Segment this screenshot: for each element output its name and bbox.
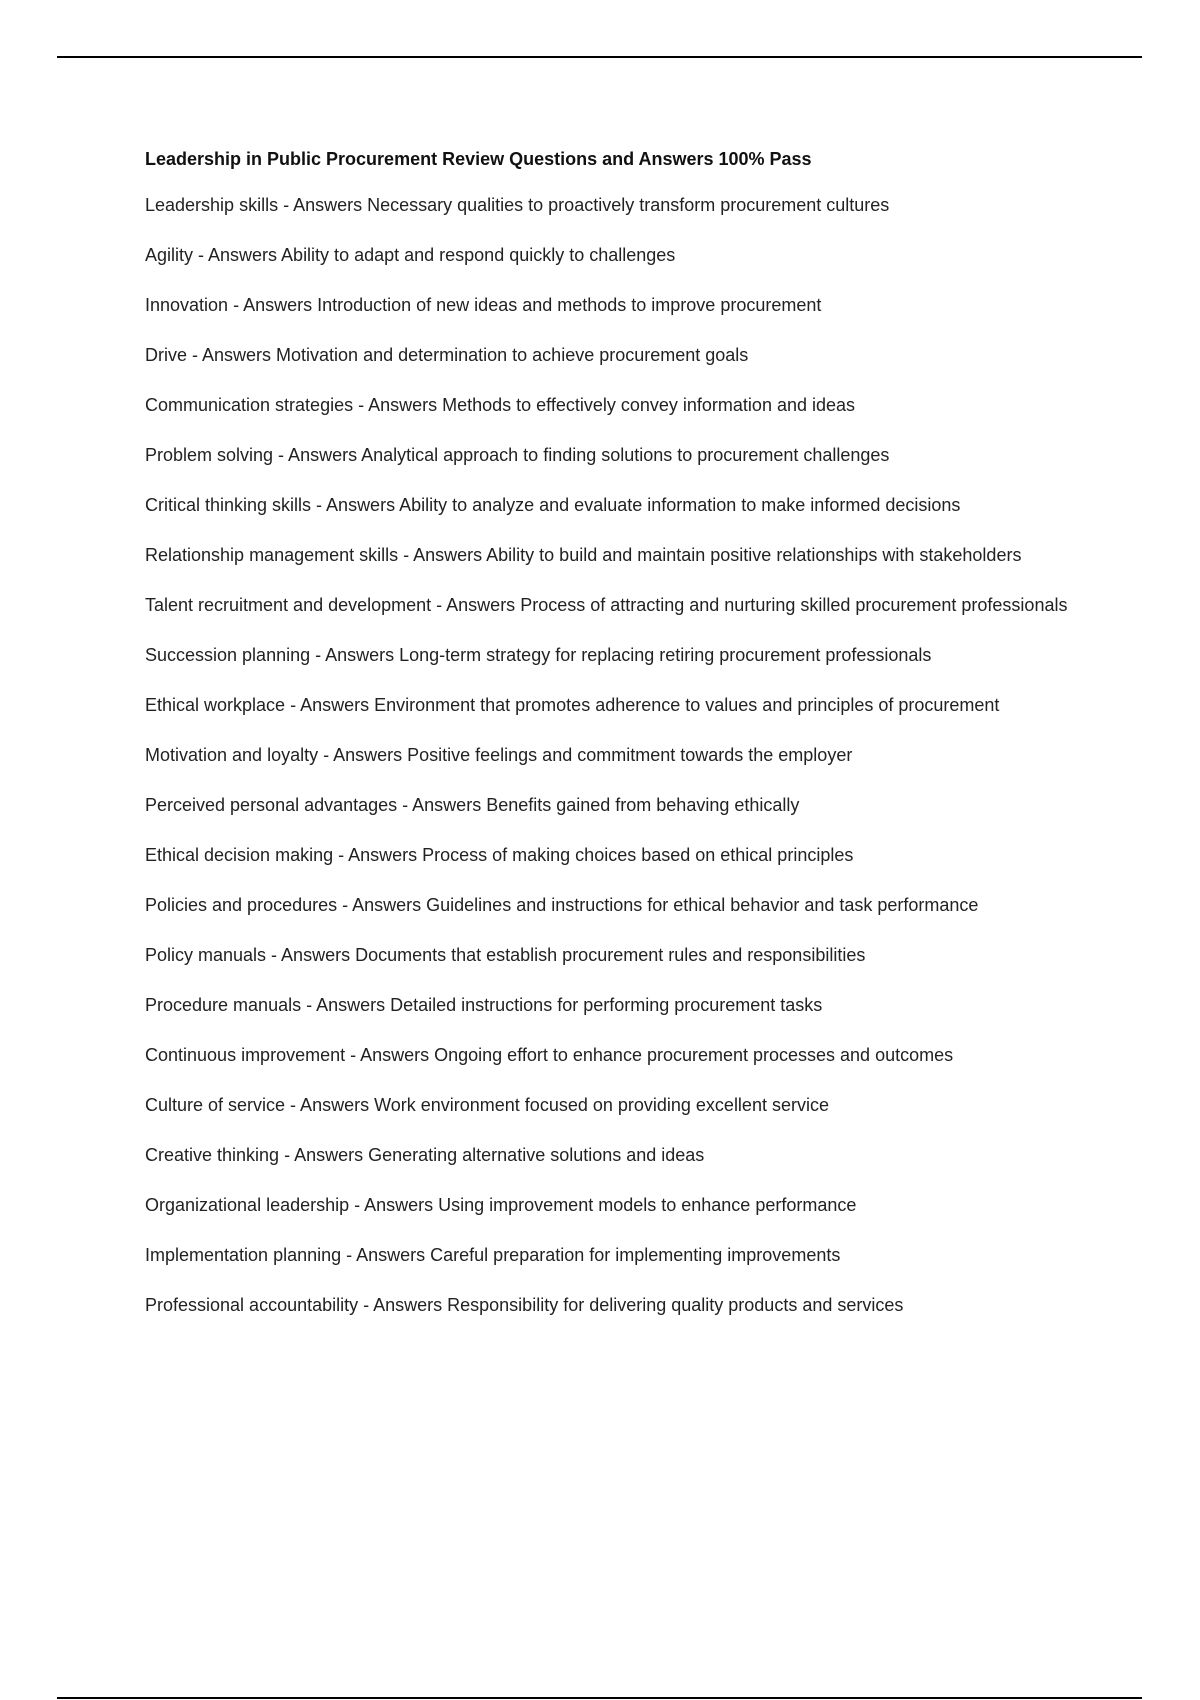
qa-item-continuous-improvement: Continuous improvement - Answers Ongoing effort to enhance procurement processes and outcomes [145, 1045, 954, 1065]
qa-item-implementation-planning: Implementation planning - Answers Careful preparation for implementing improvements [145, 1245, 841, 1265]
qa-item-motivation-and-loyalty: Motivation and loyalty - Answers Positive feelings and commitment towards the employer [145, 745, 853, 765]
qa-item-professional-accountability: Professional accountability - Answers Responsibility for delivering quality products and services [145, 1295, 904, 1315]
qa-item-drive: Drive - Answers Motivation and determination to achieve procurement goals [145, 345, 749, 365]
qa-item-ethical-decision-making: Ethical decision making - Answers Process of making choices based on ethical principles [145, 845, 854, 865]
qa-item-communication-strategies: Communication strategies - Answers Methods to effectively convey information and ideas [145, 395, 856, 415]
qa-item-relationship-management-skills: Relationship management skills - Answers Ability to build and maintain positive relationships with stakeholders [145, 545, 1022, 565]
document-body [145, 146, 1095, 1340]
qa-item-organizational-leadership: Organizational leadership - Answers Using improvement models to enhance performance [145, 1195, 857, 1215]
qa-item-policies-and-procedures: Policies and procedures - Answers Guidelines and instructions for ethical behavior and task performance [145, 895, 979, 915]
qa-item-procedure-manuals: Procedure manuals - Answers Detailed instructions for performing procurement tasks [145, 995, 823, 1015]
qa-item-innovation: Innovation - Answers Introduction of new ideas and methods to improve procurement [145, 295, 822, 315]
qa-item-succession-planning: Succession planning - Answers Long-term strategy for replacing retiring procurement professionals [145, 645, 932, 665]
qa-item-perceived-personal-advantages: Perceived personal advantages - Answers Benefits gained from behaving ethically [145, 795, 800, 815]
qa-item-ethical-workplace: Ethical workplace - Answers Environment that promotes adherence to values and principles of procurement [145, 695, 1000, 715]
qa-item-talent-recruitment: Talent recruitment and development - Answers Process of attracting and nurturing skilled procurement professionals [145, 595, 1068, 615]
document-title: Leadership in Public Procurement Review Questions and Answers 100% Pass [145, 149, 812, 169]
qa-item-leadership-skills: Leadership skills - Answers Necessary qualities to proactively transform procurement cultures [145, 195, 890, 215]
qa-item-critical-thinking-skills: Critical thinking skills - Answers Ability to analyze and evaluate information to make informed decisions [145, 495, 961, 515]
qa-item-creative-thinking: Creative thinking - Answers Generating alternative solutions and ideas [145, 1145, 705, 1165]
qa-item-policy-manuals: Policy manuals - Answers Documents that establish procurement rules and responsibilities [145, 945, 866, 965]
qa-item-culture-of-service: Culture of service - Answers Work environment focused on providing excellent service [145, 1095, 829, 1115]
qa-item-agility: Agility - Answers Ability to adapt and respond quickly to challenges [145, 245, 676, 265]
top-rule [57, 56, 1142, 58]
qa-item-problem-solving: Problem solving - Answers Analytical approach to finding solutions to procurement challenges [145, 445, 890, 465]
qa-list [145, 190, 1095, 1320]
bottom-rule [57, 1697, 1142, 1699]
